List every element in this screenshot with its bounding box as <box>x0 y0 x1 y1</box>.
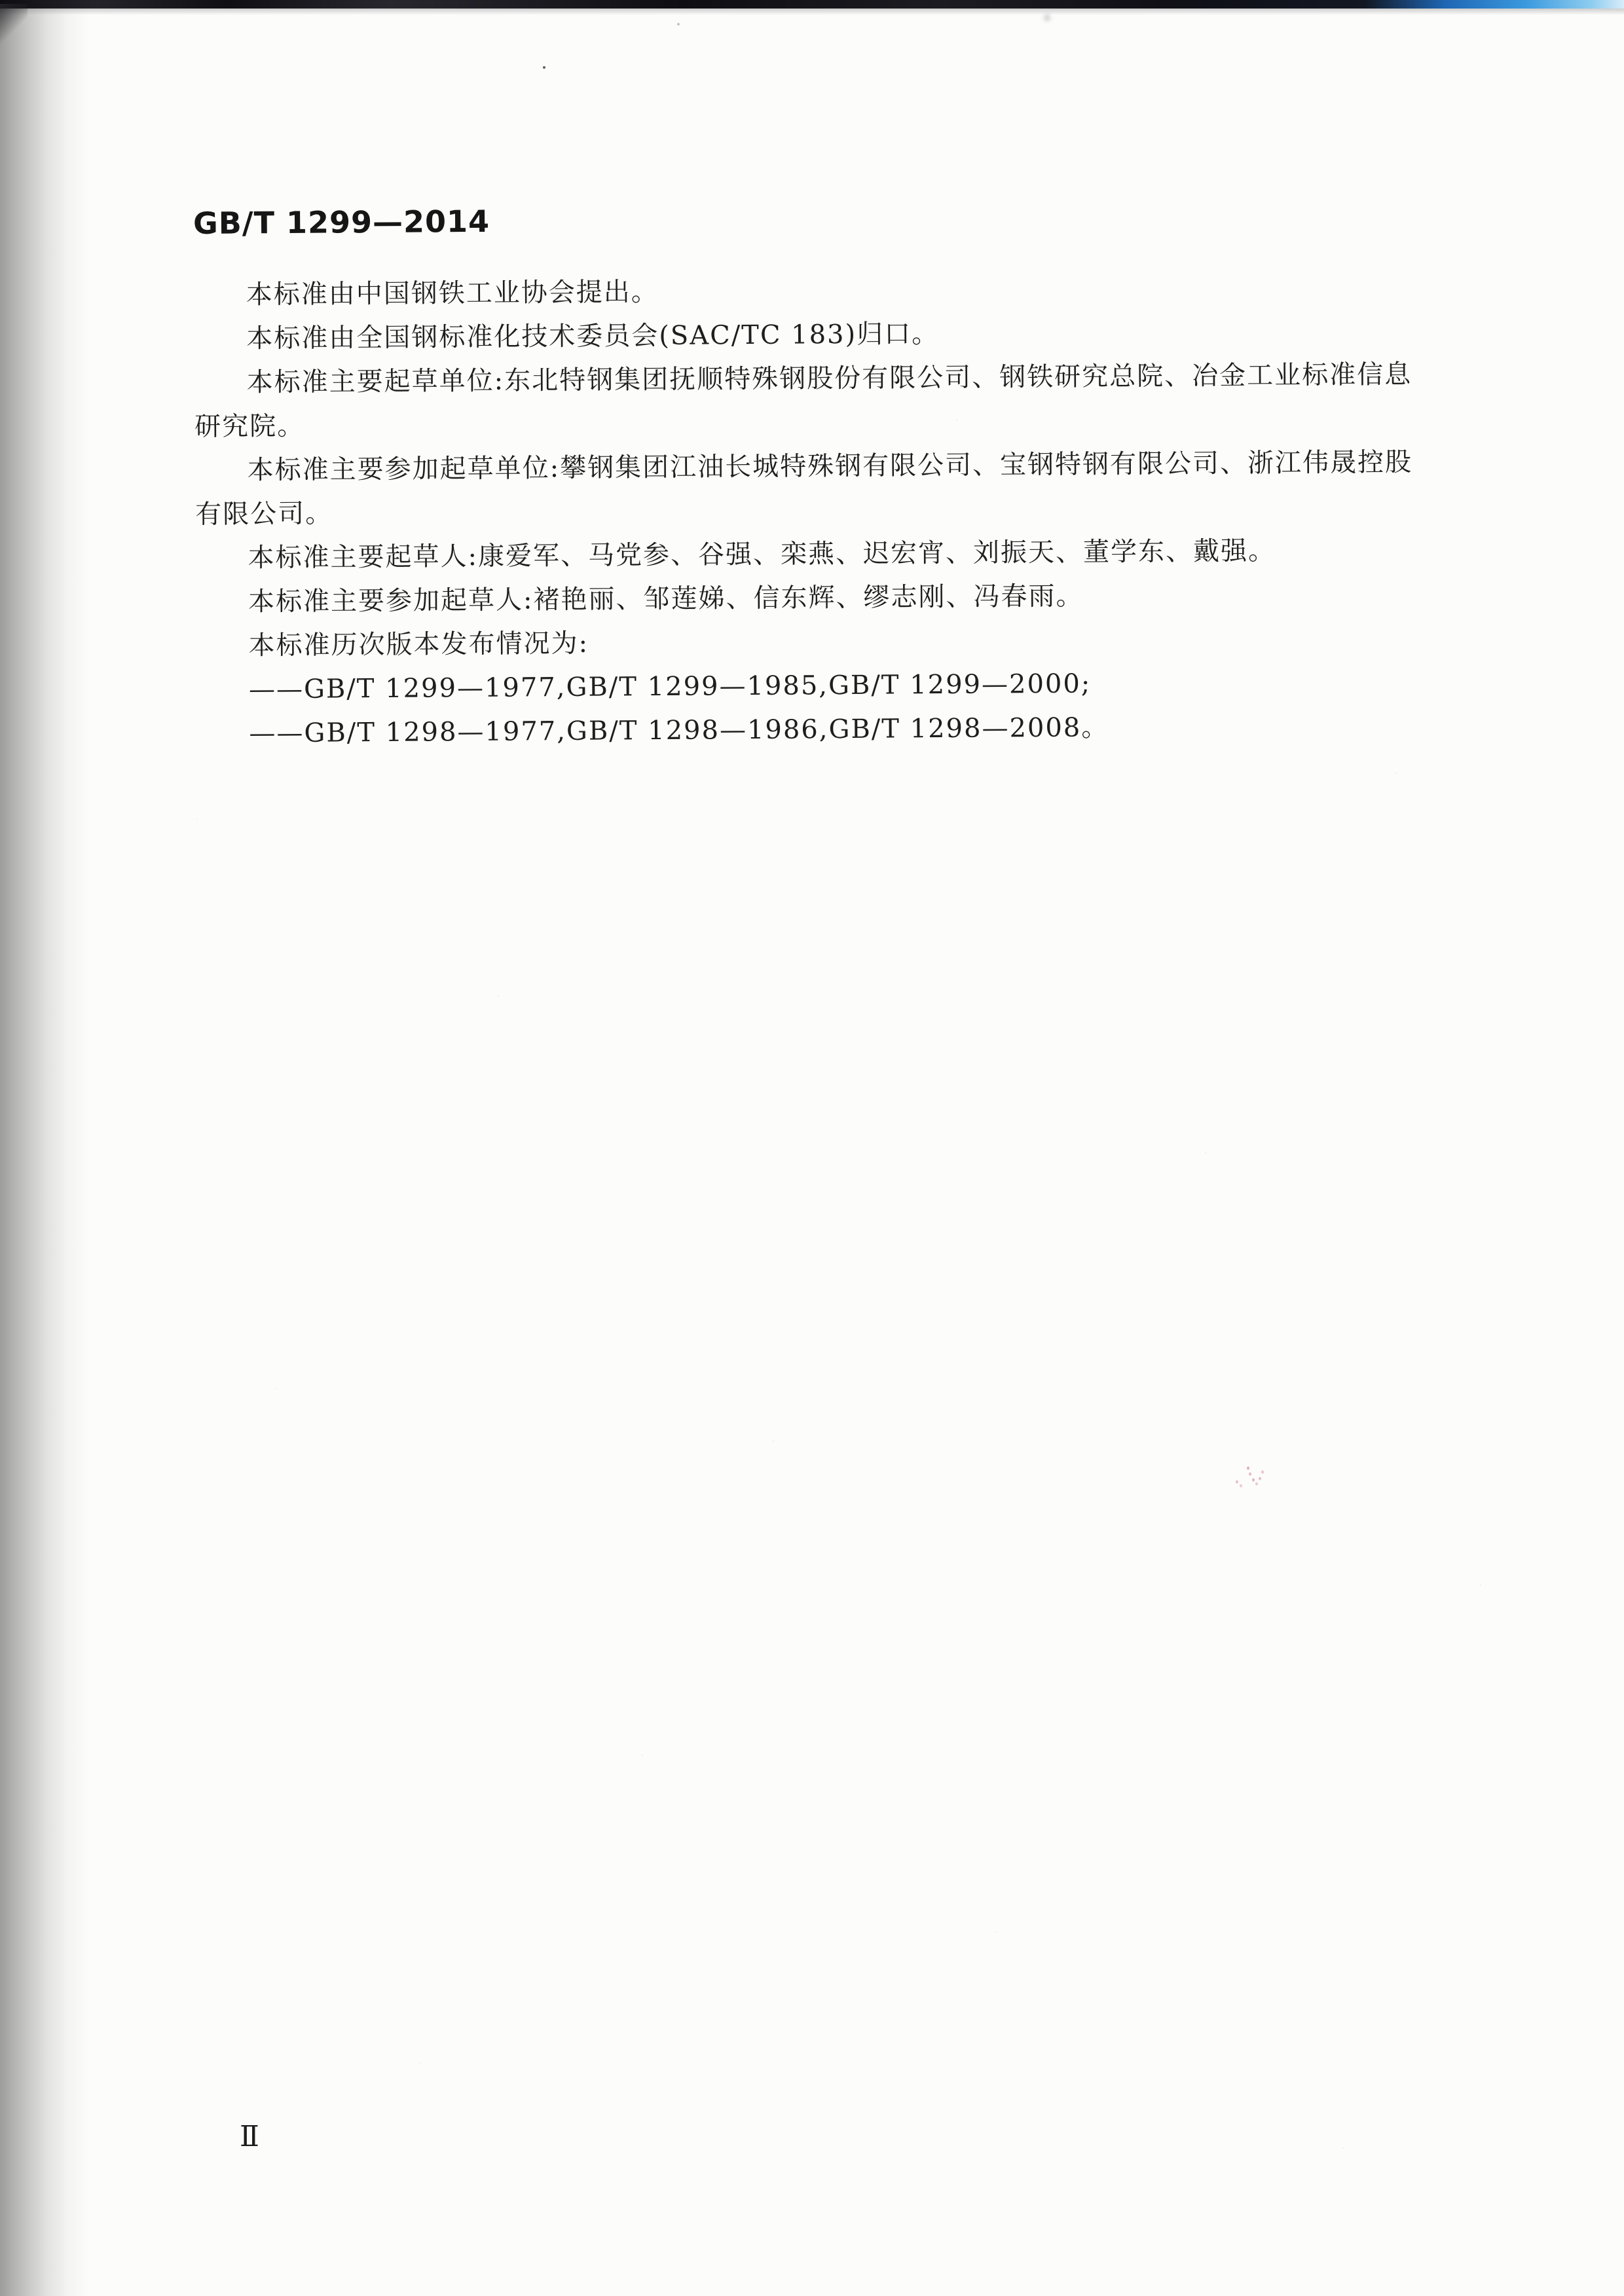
para-previous-editions-1299: ——GB/T 1299—1977,GB/T 1299—1985,GB/T 1299—2000; <box>248 668 1092 705</box>
foreword-body <box>194 265 1441 756</box>
para-participating-organizations: 本标准主要参加起草单位:攀钢集团江油长城特殊钢有限公司、宝钢特钢有限公司、浙江伟晟控股 有限公司。 <box>194 447 1413 530</box>
para-centralized-by: 本标准由全国钢标准化技术委员会(SAC/TC 183)归口。 <box>246 319 940 354</box>
page-number: Ⅱ <box>240 2120 259 2153</box>
para-main-drafters: 本标准主要起草人:康爱军、马党参、谷强、栾燕、迟宏宵、刘振天、董学东、戴强。 <box>248 536 1276 574</box>
standard-code-header: GB/T 1299—2014 <box>193 203 490 241</box>
para-participating-drafters: 本标准主要参加起草人:褚艳丽、邹莲娣、信东辉、缪志刚、冯春雨。 <box>248 581 1084 617</box>
para-previous-editions-1298: ——GB/T 1298—1977,GB/T 1298—1986,GB/T 1298—2008。 <box>249 712 1109 749</box>
para-drafting-organizations: 本标准主要起草单位:东北特钢集团抚顺特殊钢股份有限公司、钢铁研究总院、冶金工业标准信息 研究院。 <box>194 359 1412 442</box>
para-proposed-by: 本标准由中国钢铁工业协会提出。 <box>246 277 659 310</box>
para-previous-editions-intro: 本标准历次版本发布情况为: <box>248 628 589 661</box>
